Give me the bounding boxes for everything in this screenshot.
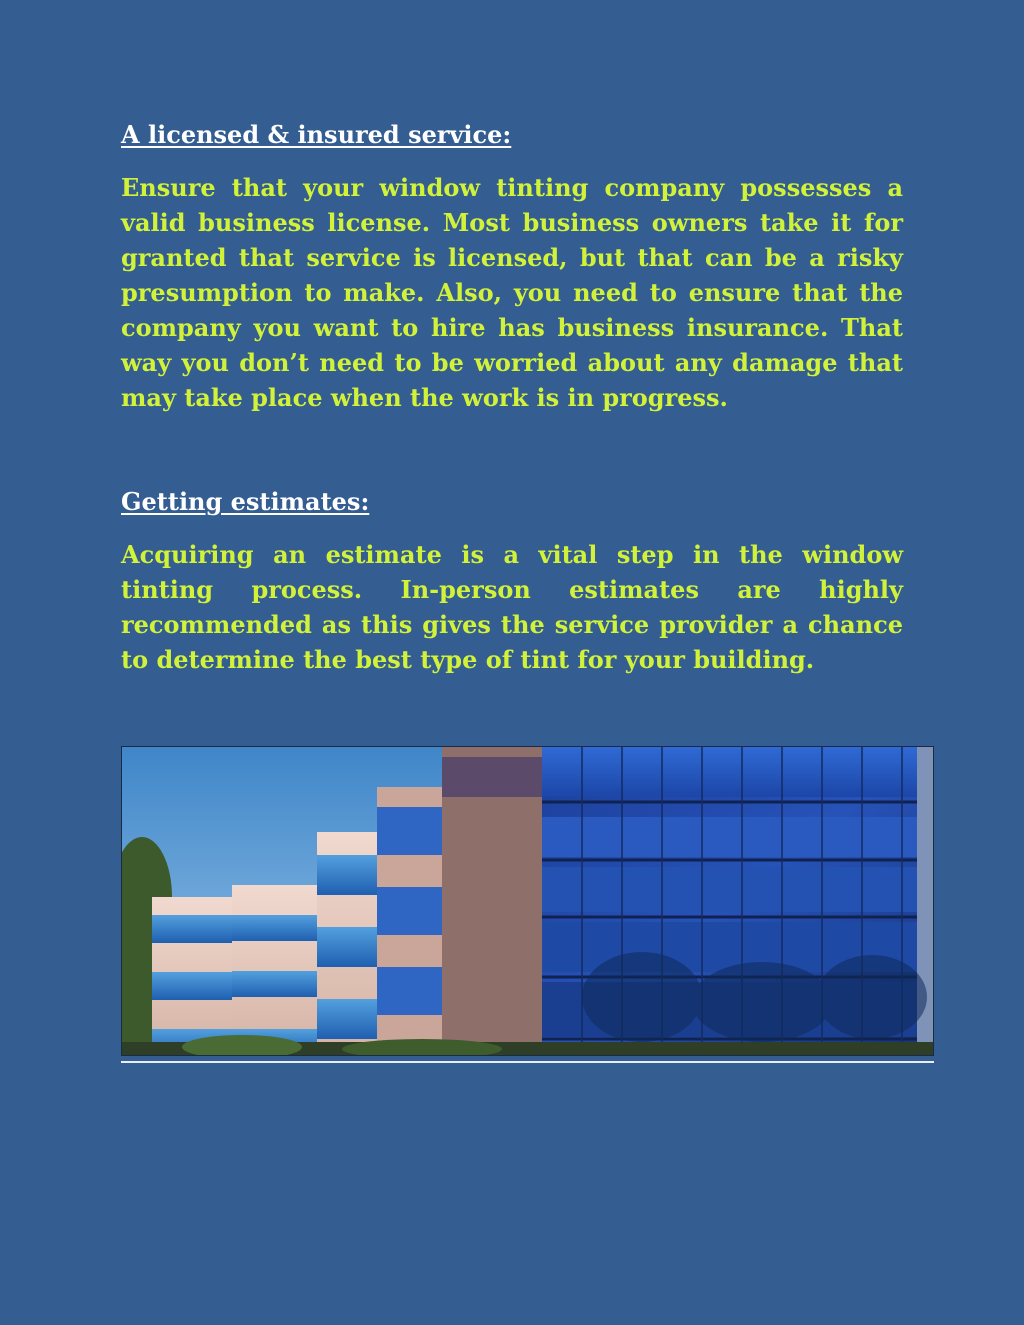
page-content: [121, 118, 903, 677]
office-building-photo: [121, 746, 934, 1056]
office-building-illustration: [122, 747, 934, 1056]
section-heading-licensed-insured: A licensed & insured service:: [121, 120, 512, 149]
section-heading-getting-estimates: Getting estimates:: [121, 487, 370, 516]
section-body-getting-estimates: Acquiring an estimate is a vital step in the window tinting process. In-person estimates are highly recommended as this gives the service provider a chance to determine the best type of tint for your building.: [121, 540, 903, 674]
photo-divider-line: [121, 1061, 934, 1063]
section-body-licensed-insured: Ensure that your window tinting company possesses a valid business license. Most business owners take it for granted that service is licensed, but that can be a risky presumption to make. Also, you need to ensure that the company you want to hire has business insurance. That way you don’t need to be worried about any damage that may take place when the work is in progress.: [121, 173, 903, 412]
tree-reflections: [582, 952, 927, 1042]
